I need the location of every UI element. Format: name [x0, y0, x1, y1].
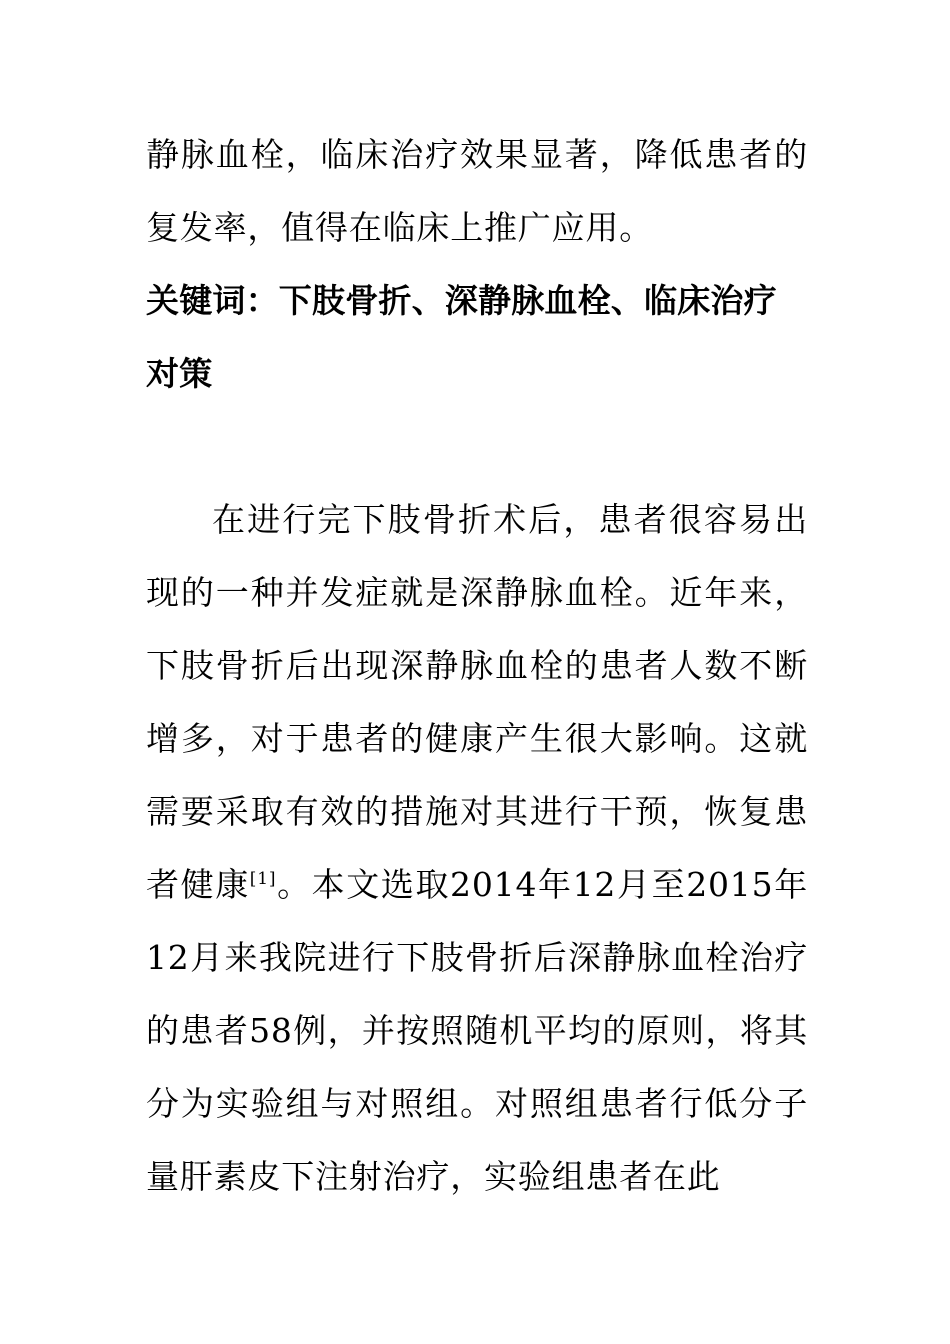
intro-text-part2: 。本文选取2014年12月至2015年12月来我院进行下肢骨折后深静脉血栓治疗的患者58例，并按照随机平均的原则，将其分为实验组与对照组。对照组患者行低分子量肝素皮下注射治疗，实验组患者在此 — [146, 865, 808, 1196]
paragraph-gap — [146, 410, 808, 483]
keywords: 关键词：下肢骨折、深静脉血栓、临床治疗对策 — [146, 281, 777, 393]
intro-text-part1: 在进行完下肢骨折术后，患者很容易出现的一种并发症就是深静脉血栓。近年来，下肢骨折后出现深静脉血栓的患者人数不断增多，对于患者的健康产生很大影响。这就需要采取有效的措施对其进行干预，恢复患者健康 — [146, 500, 808, 904]
document-page — [146, 118, 808, 1213]
intro-paragraph — [146, 483, 808, 1213]
abstract-tail: 静脉血栓，临床治疗效果显著，降低患者的复发率，值得在临床上推广应用。 — [146, 135, 808, 247]
citation-marker: [1] — [249, 869, 277, 889]
